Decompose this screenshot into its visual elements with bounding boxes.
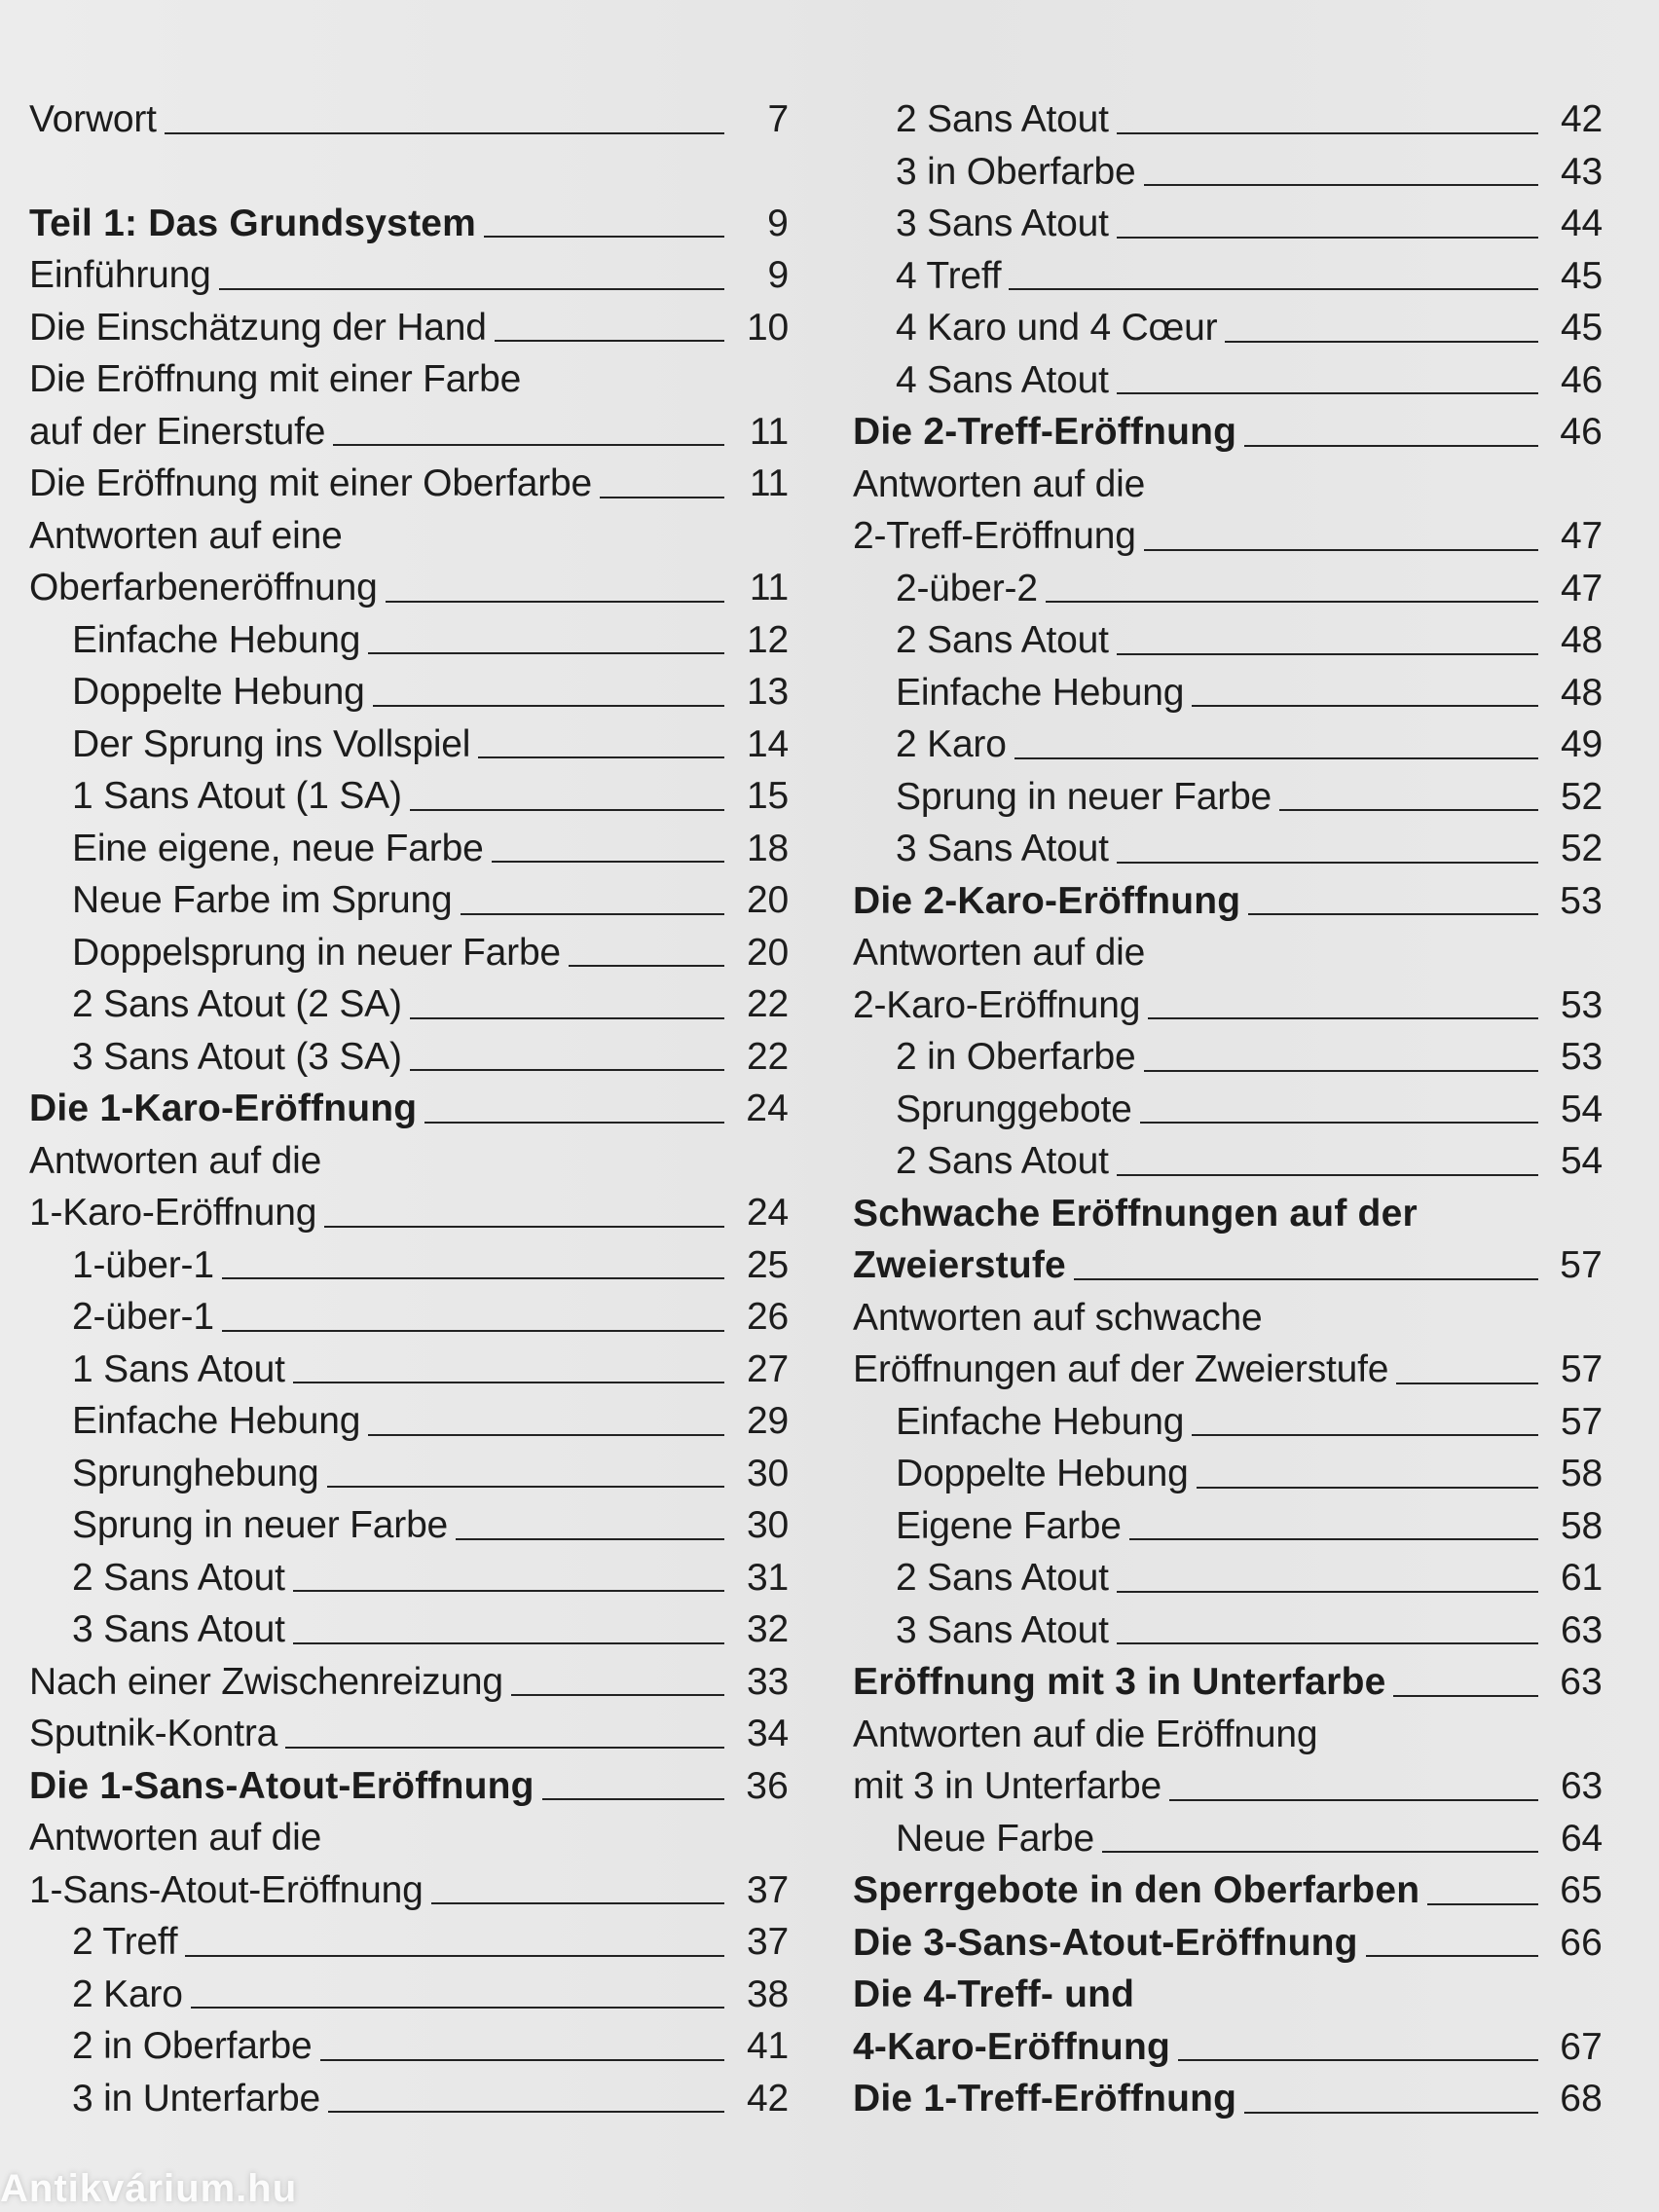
toc-entry [29, 1291, 789, 1344]
toc-page-number: 32 [747, 1608, 789, 1650]
toc-entry [853, 1135, 1603, 1188]
toc-leader-line [1393, 1695, 1538, 1697]
toc-page-number: 47 [1561, 515, 1603, 557]
toc-page-number: 41 [747, 2025, 789, 2067]
toc-page-number: 30 [747, 1504, 789, 1546]
toc-page-number: 10 [747, 306, 789, 349]
toc-entry [853, 459, 1603, 511]
toc-entry [853, 667, 1603, 719]
toc-entry-title: 1-Sans-Atout-Eröffnung [29, 1868, 424, 1911]
toc-entry [853, 875, 1603, 928]
toc-entry [853, 1760, 1603, 1813]
toc-page-number: 29 [747, 1400, 789, 1442]
toc-page-number: 22 [747, 1035, 789, 1078]
toc-entry [853, 146, 1603, 199]
toc-entry [29, 198, 789, 250]
toc-entry-title: 2 Sans Atout [72, 1556, 285, 1599]
toc-leader-line [492, 861, 724, 863]
toc-entry-title: Die 4-Treff- und [853, 1973, 1135, 2015]
toc-entry-title: 2 Sans Atout [896, 619, 1109, 661]
toc-leader-line [324, 1226, 724, 1228]
toc-entry [853, 354, 1603, 407]
toc-entry [853, 1344, 1603, 1396]
toc-entry [29, 353, 789, 406]
toc-leader-line [1148, 1017, 1538, 1019]
toc-page-number: 53 [1561, 1036, 1603, 1078]
toc-page-number: 47 [1561, 567, 1603, 609]
toc-page-number: 9 [767, 254, 789, 296]
watermark: Antikvárium.hu [0, 2167, 298, 2210]
toc-entry-title: 3 in Oberfarbe [896, 150, 1136, 193]
toc-entry-title: 2-Karo-Eröffnung [853, 983, 1141, 1026]
toc-leader-line [1244, 2112, 1538, 2114]
toc-entry [29, 1708, 789, 1760]
toc-page-number: 20 [747, 931, 789, 974]
toc-entry-title: Einfache Hebung [896, 671, 1185, 714]
toc-entry [853, 1500, 1603, 1553]
toc-page-number: 66 [1560, 1921, 1603, 1964]
toc-entry-title: Sprung in neuer Farbe [72, 1504, 449, 1546]
toc-page-number: 20 [747, 879, 789, 921]
toc-entry [853, 719, 1603, 771]
toc-entry [853, 1604, 1603, 1657]
toc-entry [853, 614, 1603, 667]
toc-entry [29, 770, 789, 823]
toc-entry [29, 874, 789, 927]
toc-entry [29, 1395, 789, 1448]
toc-leader-line [386, 601, 724, 603]
toc-entry-title: 2-Treff-Eröffnung [853, 515, 1136, 557]
toc-entry [29, 666, 789, 719]
toc-entry-title: 2 Karo [896, 723, 1007, 765]
toc-page-number: 12 [747, 618, 789, 661]
toc-leader-line [569, 965, 724, 967]
toc-entry-title: Einführung [29, 254, 211, 296]
toc-entry [853, 1396, 1603, 1449]
toc-entry [29, 1864, 789, 1917]
toc-entry-title: Eigene Farbe [896, 1504, 1122, 1547]
toc-entry-title: 1-Karo-Eröffnung [29, 1192, 317, 1234]
toc-entry-title: 3 Sans Atout [896, 828, 1109, 869]
toc-entry [853, 1656, 1603, 1709]
toc-leader-line [1117, 237, 1538, 239]
toc-page-number: 58 [1561, 1504, 1603, 1547]
toc-page-number: 7 [767, 98, 789, 140]
toc-leader-line [495, 340, 724, 342]
toc-leader-line [1396, 1382, 1538, 1384]
toc-leader-line [373, 705, 724, 707]
toc-entry-title: 3 in Unterfarbe [72, 2077, 320, 2120]
toc-entry-title: 2 in Oberfarbe [896, 1036, 1136, 1078]
toc-entry-title: Eine eigene, neue Farbe [72, 827, 484, 869]
toc-entry-title: Doppelsprung in neuer Farbe [72, 931, 561, 974]
toc-page-number: 42 [747, 2077, 789, 2120]
toc-entry [853, 927, 1603, 979]
toc-entry-title: 4 Sans Atout [896, 358, 1109, 401]
toc-entry [853, 1292, 1603, 1345]
toc-entry-title: 4 Treff [896, 254, 1002, 297]
toc-page-number: 11 [749, 410, 789, 453]
toc-entry [853, 771, 1603, 824]
toc-leader-line [1144, 1070, 1538, 1072]
toc-entry [853, 1448, 1603, 1500]
toc-leader-line [542, 1798, 724, 1800]
toc-entry [29, 1812, 789, 1864]
toc-entry [29, 1916, 789, 1969]
toc-page-number: 13 [747, 671, 789, 713]
toc-leader-line [1117, 1591, 1538, 1593]
toc-leader-line [1129, 1538, 1538, 1540]
toc-leader-line [1225, 341, 1538, 343]
toc-leader-line [1046, 601, 1538, 603]
toc-leader-line [424, 1122, 724, 1124]
toc-entry [853, 302, 1603, 354]
toc-entry-title: Antworten auf die [29, 1139, 322, 1182]
toc-page-number: 37 [747, 1868, 789, 1911]
toc-page-number: 9 [767, 202, 789, 244]
toc-leader-line [1279, 809, 1538, 811]
toc-leader-line [368, 1434, 724, 1436]
toc-leader-line [1074, 1278, 1538, 1280]
toc-leader-line [1144, 549, 1538, 551]
toc-page-number: 49 [1561, 723, 1603, 765]
toc-leader-line [600, 497, 724, 498]
toc-leader-line [320, 2059, 724, 2061]
toc-entry-title: Die 1-Treff-Eröffnung [853, 2078, 1237, 2120]
toc-leader-line [1102, 1851, 1538, 1853]
toc-leader-line [1117, 132, 1538, 134]
toc-entry-title: Einfache Hebung [72, 618, 361, 661]
toc-leader-line [327, 1486, 725, 1488]
toc-leader-line [1178, 2059, 1538, 2061]
toc-entry-title: Die 1-Karo-Eröffnung [29, 1088, 418, 1129]
toc-entry-title: 2 in Oberfarbe [72, 2025, 313, 2067]
toc-leader-line [1117, 653, 1538, 655]
toc-entry [853, 1709, 1603, 1761]
toc-entry-title: Eröffnungen auf der Zweierstufe [853, 1348, 1389, 1390]
toc-entry [853, 2021, 1603, 2074]
toc-page-number: 53 [1560, 879, 1603, 922]
toc-entry [29, 406, 789, 459]
toc-leader-line [1169, 1799, 1538, 1801]
toc-entry [29, 1499, 789, 1552]
toc-entry [29, 614, 789, 667]
toc-entry [853, 1552, 1603, 1604]
toc-entry [29, 1083, 789, 1135]
toc-entry-title: 2 Karo [72, 1972, 183, 2015]
toc-entry [29, 978, 789, 1031]
toc-page-number: 61 [1561, 1557, 1603, 1599]
toc-page-number: 18 [747, 827, 789, 869]
toc-entry-title: mit 3 in Unterfarbe [853, 1765, 1161, 1807]
toc-page-number: 65 [1560, 1869, 1603, 1911]
toc-entry [29, 1448, 789, 1500]
toc-entry-title: Sprung in neuer Farbe [896, 775, 1272, 818]
toc-leader-line [293, 1642, 724, 1644]
toc-entry-title: Antworten auf die Eröffnung [853, 1713, 1318, 1755]
toc-entry [853, 1864, 1603, 1917]
toc-page-number: 54 [1561, 1140, 1603, 1182]
toc-page-number: 24 [746, 1088, 789, 1129]
toc-leader-line [1014, 757, 1538, 759]
toc-entry [29, 1031, 789, 1084]
toc-page-number: 44 [1561, 203, 1603, 244]
toc-page-number: 63 [1561, 1608, 1603, 1651]
toc-page-number: 57 [1561, 1400, 1603, 1443]
toc-entry [29, 927, 789, 979]
toc-page-number: 64 [1561, 1817, 1603, 1860]
toc-column-right [853, 93, 1603, 2125]
toc-entry-title: 2 Sans Atout [896, 1557, 1109, 1599]
toc-entry-title: 2-über-1 [72, 1296, 214, 1338]
toc-leader-line [456, 1538, 724, 1540]
toc-entry [29, 1239, 789, 1292]
toc-entry-title: auf der Einerstufe [29, 410, 326, 453]
toc-page-number: 54 [1561, 1088, 1603, 1130]
toc-leader-line [410, 1069, 724, 1071]
toc-entry [853, 250, 1603, 303]
toc-leader-line [1197, 1487, 1538, 1489]
toc-page-number: 37 [747, 1921, 789, 1963]
toc-leader-line [293, 1590, 724, 1592]
toc-leader-line [410, 1017, 724, 1019]
toc-entry-title: 3 Sans Atout [72, 1608, 285, 1650]
toc-leader-line [431, 1902, 724, 1904]
toc-page-number: 26 [747, 1296, 789, 1338]
toc-leader-line [1117, 862, 1538, 864]
toc-entry-title: 3 Sans Atout [896, 1608, 1109, 1651]
toc-leader-line [1117, 1642, 1538, 1644]
toc-entry-title: Oberfarbeneröffnung [29, 567, 378, 608]
toc-entry-title: 4-Karo-Eröffnung [853, 2025, 1170, 2068]
toc-entry [853, 510, 1603, 563]
toc-entry-title: Die 3-Sans-Atout-Eröffnung [853, 1921, 1358, 1964]
toc-entry-title: Antworten auf schwache [853, 1296, 1263, 1339]
toc-entry [853, 406, 1603, 459]
toc-entry-title: 3 Sans Atout (3 SA) [72, 1035, 402, 1078]
toc-page-number: 57 [1560, 1244, 1603, 1286]
toc-entry [853, 1813, 1603, 1865]
toc-leader-line [1144, 184, 1538, 186]
toc-entry [853, 823, 1603, 875]
toc-entry [29, 302, 789, 354]
toc-entry-title: 2 Sans Atout [896, 98, 1109, 140]
toc-entry [29, 2073, 789, 2125]
toc-page-number: 11 [749, 462, 789, 504]
toc-page-number: 67 [1560, 2025, 1603, 2068]
toc-entry-title: Eröffnung mit 3 in Unterfarbe [853, 1661, 1386, 1703]
toc-page-number: 30 [747, 1452, 789, 1494]
toc-page-number: 48 [1561, 619, 1603, 661]
toc-leader-line [1140, 1122, 1538, 1124]
toc-page-number: 36 [746, 1764, 789, 1807]
toc-leader-line [1117, 1174, 1538, 1176]
toc-entry-title: Die 2-Karo-Eröffnung [853, 879, 1241, 922]
toc-leader-line [1366, 1955, 1538, 1957]
toc-page-number: 15 [747, 775, 789, 817]
toc-leader-line [191, 2007, 724, 2009]
toc-page-number: 14 [747, 722, 789, 765]
toc-page-number: 63 [1561, 1765, 1603, 1807]
toc-leader-line [285, 1747, 724, 1749]
toc-entry [29, 1969, 789, 2021]
toc-entry-title: 3 Sans Atout [896, 203, 1109, 244]
toc-page-number: 34 [747, 1713, 789, 1754]
toc-leader-line [410, 809, 724, 811]
toc-page-number: 45 [1561, 254, 1603, 297]
toc-leader-line [368, 652, 724, 654]
toc-leader-line [219, 288, 724, 290]
toc-page-number: 22 [747, 983, 789, 1025]
toc-entry [29, 249, 789, 302]
toc-leader-line [333, 444, 724, 446]
toc-page-number: 68 [1560, 2078, 1603, 2120]
toc-page-number: 43 [1561, 150, 1603, 193]
toc-leader-line [222, 1330, 724, 1332]
toc-leader-line [1248, 913, 1538, 915]
toc-entry-title: Sperrgebote in den Oberfarben [853, 1869, 1420, 1911]
toc-page-number: 46 [1561, 358, 1603, 401]
toc-entry-title: Zweierstufe [853, 1244, 1066, 1286]
toc-entry [29, 1760, 789, 1813]
toc-leader-line [484, 236, 724, 238]
toc-entry-title: 2 Sans Atout [896, 1140, 1109, 1182]
toc-entry-title: Sprunghebung [72, 1452, 319, 1494]
toc-entry-title: Einfache Hebung [72, 1400, 361, 1442]
toc-page-number: 38 [747, 1972, 789, 2015]
toc-entry-title: Die Einschätzung der Hand [29, 306, 487, 349]
toc-page-number: 48 [1561, 671, 1603, 714]
toc-entry [29, 719, 789, 771]
toc-leader-line [328, 2111, 724, 2113]
toc-page-number: 25 [747, 1243, 789, 1286]
toc-entry-title: Die 1-Sans-Atout-Eröffnung [29, 1764, 535, 1807]
toc-entry [853, 563, 1603, 615]
toc-entry [29, 1135, 789, 1188]
toc-entry-title: 1-über-1 [72, 1243, 214, 1286]
toc-leader-line [165, 132, 724, 134]
toc-page-number: 52 [1561, 828, 1603, 869]
toc-leader-line [1009, 288, 1538, 290]
toc-entry-title: Doppelte Hebung [896, 1453, 1189, 1494]
toc-leader-line [185, 1955, 724, 1957]
toc-leader-line [1192, 1434, 1538, 1436]
toc-entry-title: Doppelte Hebung [72, 671, 365, 713]
toc-entry [853, 1969, 1603, 2021]
toc-entry-title: Nach einer Zwischenreizung [29, 1660, 503, 1703]
toc-leader-line [1192, 705, 1538, 707]
toc-entry-title: Die Eröffnung mit einer Oberfarbe [29, 462, 592, 504]
toc-entry-title: Antworten auf die [853, 932, 1146, 974]
toc-entry-title: Antworten auf die [853, 462, 1146, 505]
toc-leader-line [461, 913, 724, 915]
toc-entry-title: Der Sprung ins Vollspiel [72, 722, 471, 765]
toc-entry [29, 1187, 789, 1239]
toc-page-number: 46 [1560, 411, 1603, 453]
toc-entry-title: Die Eröffnung mit einer Farbe [29, 358, 522, 400]
toc-entry [29, 510, 789, 563]
toc-entry-title: 2 Treff [72, 1921, 178, 1963]
toc-leader-line [511, 1694, 724, 1696]
toc-leader-line [478, 756, 724, 758]
toc-page-number: 24 [747, 1192, 789, 1234]
toc-page-number: 31 [747, 1556, 789, 1599]
toc-entry-title: 1 Sans Atout (1 SA) [72, 775, 402, 817]
toc-page-number: 33 [747, 1660, 789, 1703]
toc-entry [853, 1917, 1603, 1970]
toc-entry [29, 1656, 789, 1709]
toc-entry-title: 1 Sans Atout [72, 1347, 285, 1390]
toc-entry [29, 93, 789, 146]
toc-page-number: 42 [1561, 98, 1603, 140]
toc-column-left [29, 93, 789, 2124]
toc-page-number: 45 [1561, 307, 1603, 349]
toc-entry [29, 562, 789, 614]
toc-entry-title: Antworten auf eine [29, 514, 343, 557]
toc-entry [853, 1188, 1603, 1240]
toc-entry-title: Die 2-Treff-Eröffnung [853, 411, 1237, 453]
toc-page-number: 57 [1561, 1348, 1603, 1390]
toc-entry [853, 93, 1603, 146]
toc-entry-title: Teil 1: Das Grundsystem [29, 202, 477, 244]
toc-leader-line [1427, 1903, 1538, 1905]
toc-entry-title: Sprunggebote [896, 1088, 1132, 1130]
toc-entry-title: Neue Farbe [896, 1817, 1094, 1860]
toc-entry [853, 1239, 1603, 1292]
toc-entry-title: 2-über-2 [896, 567, 1038, 609]
toc-page-number: 53 [1561, 983, 1603, 1026]
toc-entry-title: Vorwort [29, 98, 157, 140]
toc-entry-title: Sputnik-Kontra [29, 1713, 278, 1754]
toc-entry [29, 1552, 789, 1604]
toc-page-number: 63 [1560, 1661, 1603, 1703]
toc-leader-line [222, 1277, 724, 1279]
toc-entry-title: 4 Karo und 4 Cœur [896, 307, 1218, 349]
toc-entry-title: Schwache Eröffnungen auf der [853, 1192, 1418, 1235]
toc-entry [29, 1604, 789, 1656]
toc-entry [853, 1084, 1603, 1136]
toc-entry [853, 979, 1603, 1032]
toc-entry [29, 458, 789, 510]
toc-entry-title: Antworten auf die [29, 1817, 322, 1859]
toc-entry [853, 198, 1603, 250]
toc-leader-line [1244, 445, 1538, 447]
toc-entry [29, 823, 789, 875]
toc-page-number: 58 [1561, 1453, 1603, 1494]
toc-leader-line [293, 1382, 724, 1383]
toc-entry-title: Einfache Hebung [896, 1400, 1185, 1443]
toc-leader-line [1117, 392, 1538, 394]
toc-entry [853, 2073, 1603, 2125]
toc-entry [853, 1031, 1603, 1084]
toc-page-number: 11 [749, 567, 789, 608]
toc-entry-title: Neue Farbe im Sprung [72, 879, 453, 921]
toc-entry [29, 1344, 789, 1396]
toc-page-number: 52 [1561, 775, 1603, 818]
toc-entry [29, 2020, 789, 2073]
toc-entry-title: 2 Sans Atout (2 SA) [72, 983, 402, 1025]
toc-page-number: 27 [747, 1347, 789, 1390]
